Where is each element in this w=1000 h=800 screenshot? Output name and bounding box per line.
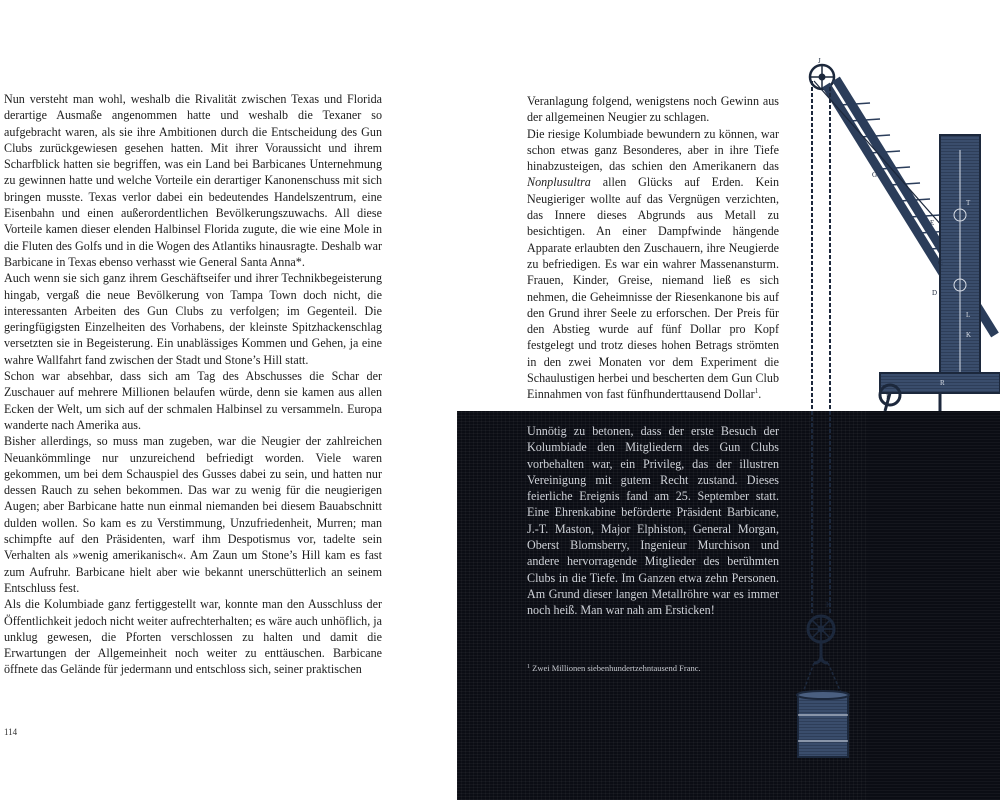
letter-label: G <box>872 171 878 179</box>
lower-pulley-block <box>808 616 834 663</box>
page-number: 114 <box>4 727 18 737</box>
letter-label: E <box>930 219 935 227</box>
hoist-chains <box>812 81 950 615</box>
paragraph: Nun versteht man wohl, weshalb die Rivalität zwischen Texas und Florida derartige Ausmaße angenommen hatte und weshalb die Texaner so aufgebracht waren, als sie ihre Ambitionen durch die Entscheidung des Gun Clubs zurückgewiesen gesehen hatten. Mit ihrer Voraussicht und ihrem Scharfblick hatten sie begriffen, was ein Land bei Barbicanes Unternehmung zu gewinnen hatte und welche Vorteile ein derartiger Kanonenschuss mit sich bringen musste. Texas verlor dabei ein bedeutendes Handelszentrum, eine Eisenbahn und einen außerordentlichen Bevölkerungszuwachs. All diese Vorteile kamen dieser elenden Halbinsel Florida zugute, die wie eine Mole in die Fluten des Golfs und in die Wogen des Atlantiks hinausragte. Deshalb war Barbicane in Texas ebenso verhasst wie General Santa Anna*. <box>4 92 382 269</box>
text-run: Die riesige Kolumbiade bewundern zu können, war schon etwas ganz Besonderes, aber in ihre Tiefe hinabzusteigen, das schien den Amerikanern das <box>527 126 779 174</box>
letter-label: D <box>932 289 938 297</box>
paragraph: Unnötig zu betonen, dass der erste Besuch der Kolumbiade den Mitgliedern des Gun Clubs vorbehalten war, ein Privileg, das der illustren Vereinigung mit gutem Recht zustand. Dieses feierliche Ereignis fand am 25. September statt. Eine Ehrenkabine beförderte Präsident Barbicane, J.-T. Maston, Major Elphiston, General Morgan, Oberst Blomsberry, Ingenieur Murchison und andere hervorragende Mitglieder des berühmten Clubs in die Tiefe. Im Ganzen etwa zehn Personen. Am Grund dieser langen Metallröhre war es immer noch heiß. Man war nah am Ersticken! <box>527 424 779 618</box>
letter-label: J <box>818 57 821 65</box>
left-text-column <box>4 91 382 678</box>
text-run: . <box>758 387 762 402</box>
descent-bucket <box>797 691 849 757</box>
paragraph <box>527 126 779 403</box>
paragraph: Als die Kolumbiade ganz fertiggestellt war, konnte man den Ausschluss der Öffentlichkeit jedoch nicht weiter aufrechterhalten; es wäre auch unhöflich, ja unklug gewesen, die Pforten verschlossen zu halten und damit die Erwartungen der Allgemeinheit noch weiter zu enttäuschen. Barbicane öffnete das Gelände für jedermann und entschloss sich, seiner praktischen <box>4 597 382 677</box>
letter-label: K <box>966 331 972 339</box>
text-run: allen Glücks auf Erden. Kein Neugieriger wollte auf das Vergnügen verzichten, das Innere dieses Abgrunds aus Metall zu besichtigen. An einer Dampfwinde hängende Apparate erlaubten den Zuschauern, ihre Neugierde zu befriedigen. Es war ein wahrer Massenansturm. Frauen, Kinder, Greise, niemand ließ es sich nehmen, die Geheimnisse der Riesenkanone bis auf den Grund ihrer Seele zu erforschen. Der Preis für den Abstieg wurde auf fünf Dollar pro Kopf festgelegt und trotz dieses hohen Betrags strömten in den zwei Monaten vor dem Experiment die Schaulustigen herbei und bescherten dem Gun Club Einnahmen von fast fünfhunderttausend Dollar <box>527 175 779 402</box>
right-text-column <box>527 93 779 403</box>
letter-label: R <box>940 379 945 387</box>
footnote-marker: 1 <box>754 387 759 396</box>
crane-legs <box>885 393 940 411</box>
letter-label: I <box>886 393 889 401</box>
footnote <box>527 662 787 674</box>
italic-term: Nonplusultra <box>527 175 591 190</box>
paragraph: Bisher allerdings, so muss man zugeben, war die Neugier der zahlreichen Neuankömmlinge nur unzureichend befriedigt worden. Viele waren gekommen, um bei dem Schauspiel des Gusses dabei zu sein, und hatten nur dessen Rauch zu sehen bekommen. Das war zu wenig für die neugierigen Augen; aber Barbicane hatte nun einmal niemanden bei diesem Bauabschnitt dulden wollen. So kam es zu Verstimmung, Unzufriedenheit, Murren; man schimpfte auf den Präsidenten, warf ihm Despotismus vor, tadelte sein Verhalten als »wenig amerikanisch«. Am Zaun um Stone’s Hill kam es fast zum Aufruhr. Barbicane hielt aber wie bekannt unerschütterlich an seinem Entschluss fest. <box>4 434 382 595</box>
paragraph: Schon war absehbar, dass sich am Tag des Abschusses die Schar der Zuschauer auf mehrere Millionen belaufen würde, denn sie kamen aus allen Ecken der Welt, um sich auf der schmalen Halbinsel zu versammeln. Europa wanderte nach Amerika aus. <box>4 369 382 432</box>
footnote-text: Zwei Millionen siebenhundertzehntausend Franc. <box>530 663 701 673</box>
paragraph: Veranlagung folgend, wenigstens noch Gewinn aus der allgemeinen Neugier zu schlagen. <box>527 94 779 125</box>
steam-crane-illustration <box>790 55 1000 800</box>
letter-label: C <box>938 259 943 267</box>
panel-text-block <box>527 423 779 619</box>
letter-label: K <box>826 601 832 609</box>
letter-label: T <box>966 199 971 207</box>
footnote-number: 1 <box>527 664 530 670</box>
letter-label: L <box>966 311 971 319</box>
paragraph: Auch wenn sie sich ganz ihrem Geschäftseifer und ihrer Technikbegeisterung hingab, vergaß die neue Bevölkerung von Tampa Town doch nicht, die interessanten Arbeiten des Gun Clubs zu verfolgen; im Gegenteil. Die geringfügigsten Einzelheiten des Vorhabens, der kleinste Spitzhackenschlag versetzten sie in Begeisterung. Ein unablässiges Kommen und Gehen, ja eine wahre Wallfahrt fand zwischen der Stadt und Stone’s Hill statt. <box>4 271 382 367</box>
